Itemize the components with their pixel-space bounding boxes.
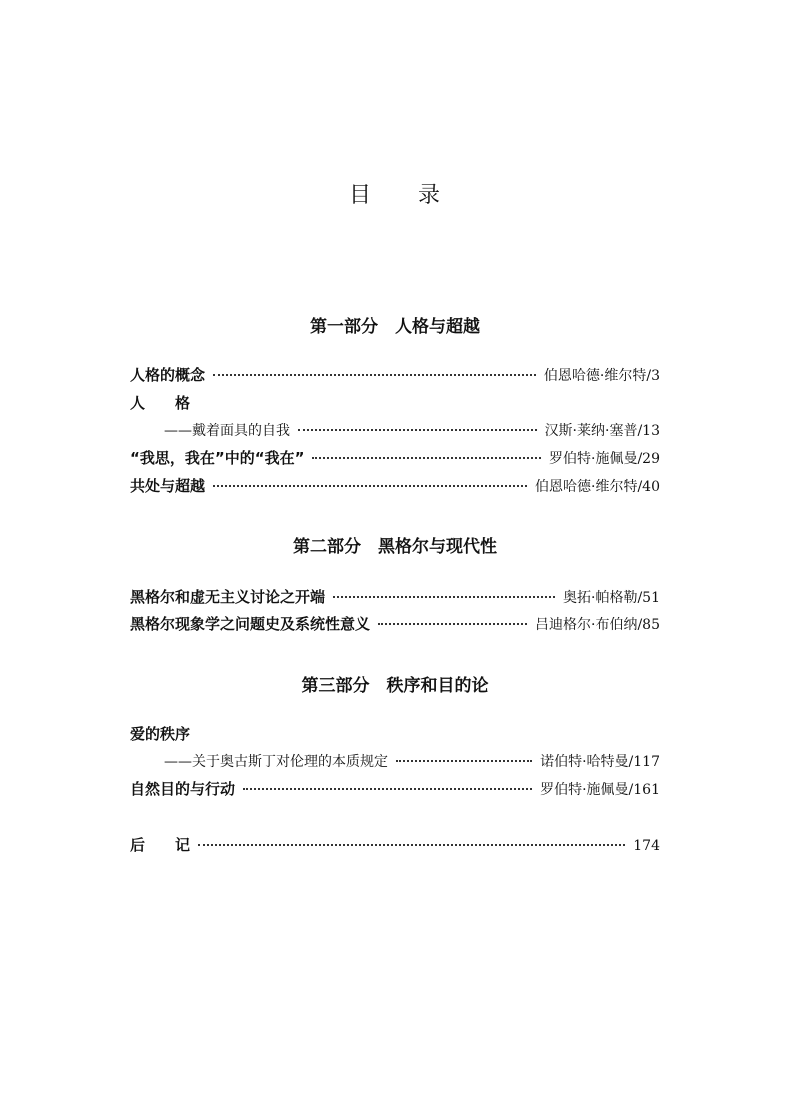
toc-entry[interactable]	[130, 613, 660, 637]
entry-title: 爱的秩序	[130, 725, 191, 743]
entry-author-page: 罗伯特·施佩曼/29	[549, 451, 660, 467]
part-heading-1: 第一部分 人格与超越	[310, 317, 480, 337]
toc-title: 目 录	[348, 183, 441, 208]
entry-author-page: 伯恩哈德·维尔特/40	[535, 479, 660, 495]
dot-leader	[396, 760, 532, 762]
dot-leader	[333, 596, 555, 598]
entry-author-page: 伯恩哈德·维尔特/3	[543, 368, 660, 384]
toc-entry[interactable]	[130, 723, 660, 747]
entry-page: 174	[633, 838, 660, 854]
toc-entry-postscript[interactable]	[130, 834, 660, 858]
dot-leader	[298, 429, 537, 431]
part-heading-3: 第三部分 秩序和目的论	[301, 676, 489, 696]
dot-leader	[213, 374, 536, 376]
toc-entry[interactable]	[130, 475, 660, 499]
toc-entry-subtitle-row[interactable]	[164, 420, 660, 444]
dot-leader	[198, 844, 625, 846]
dot-leader	[213, 485, 527, 487]
entry-title: 后 记	[130, 836, 191, 854]
dot-leader	[312, 457, 541, 459]
entry-title: 黑格尔现象学之问题史及系统性意义	[130, 615, 371, 633]
entry-subtitle: ——关于奥古斯丁对伦理的本质规定	[164, 754, 388, 770]
dot-leader	[378, 623, 527, 625]
entry-author-page: 吕迪格尔·布伯纳/85	[535, 617, 660, 633]
toc-entry[interactable]	[130, 364, 660, 388]
entry-title: “我思，我在”中的“我在”	[130, 449, 305, 467]
entry-title: 人 格	[130, 394, 191, 412]
dot-leader	[243, 788, 532, 790]
toc-entry-subtitle-row[interactable]	[164, 751, 660, 775]
toc-entry[interactable]	[130, 447, 660, 471]
toc-entry[interactable]	[130, 392, 660, 416]
entry-title: 自然目的与行动	[130, 780, 236, 798]
entry-author-page: 诺伯特·哈特曼/117	[540, 754, 660, 770]
toc-entry[interactable]	[130, 586, 660, 610]
entry-author-page: 汉斯·莱纳·塞普/13	[544, 423, 660, 439]
entry-author-page: 奥拓·帕格勒/51	[563, 590, 660, 606]
entry-author-page: 罗伯特·施佩曼/161	[540, 782, 660, 798]
entry-title: 共处与超越	[130, 477, 206, 495]
entry-title: 黑格尔和虚无主义讨论之开端	[130, 588, 326, 606]
part-heading-2: 第二部分 黑格尔与现代性	[293, 537, 497, 557]
entry-title: 人格的概念	[130, 366, 206, 384]
toc-entry[interactable]	[130, 778, 660, 802]
entry-subtitle: ——戴着面具的自我	[164, 423, 290, 439]
